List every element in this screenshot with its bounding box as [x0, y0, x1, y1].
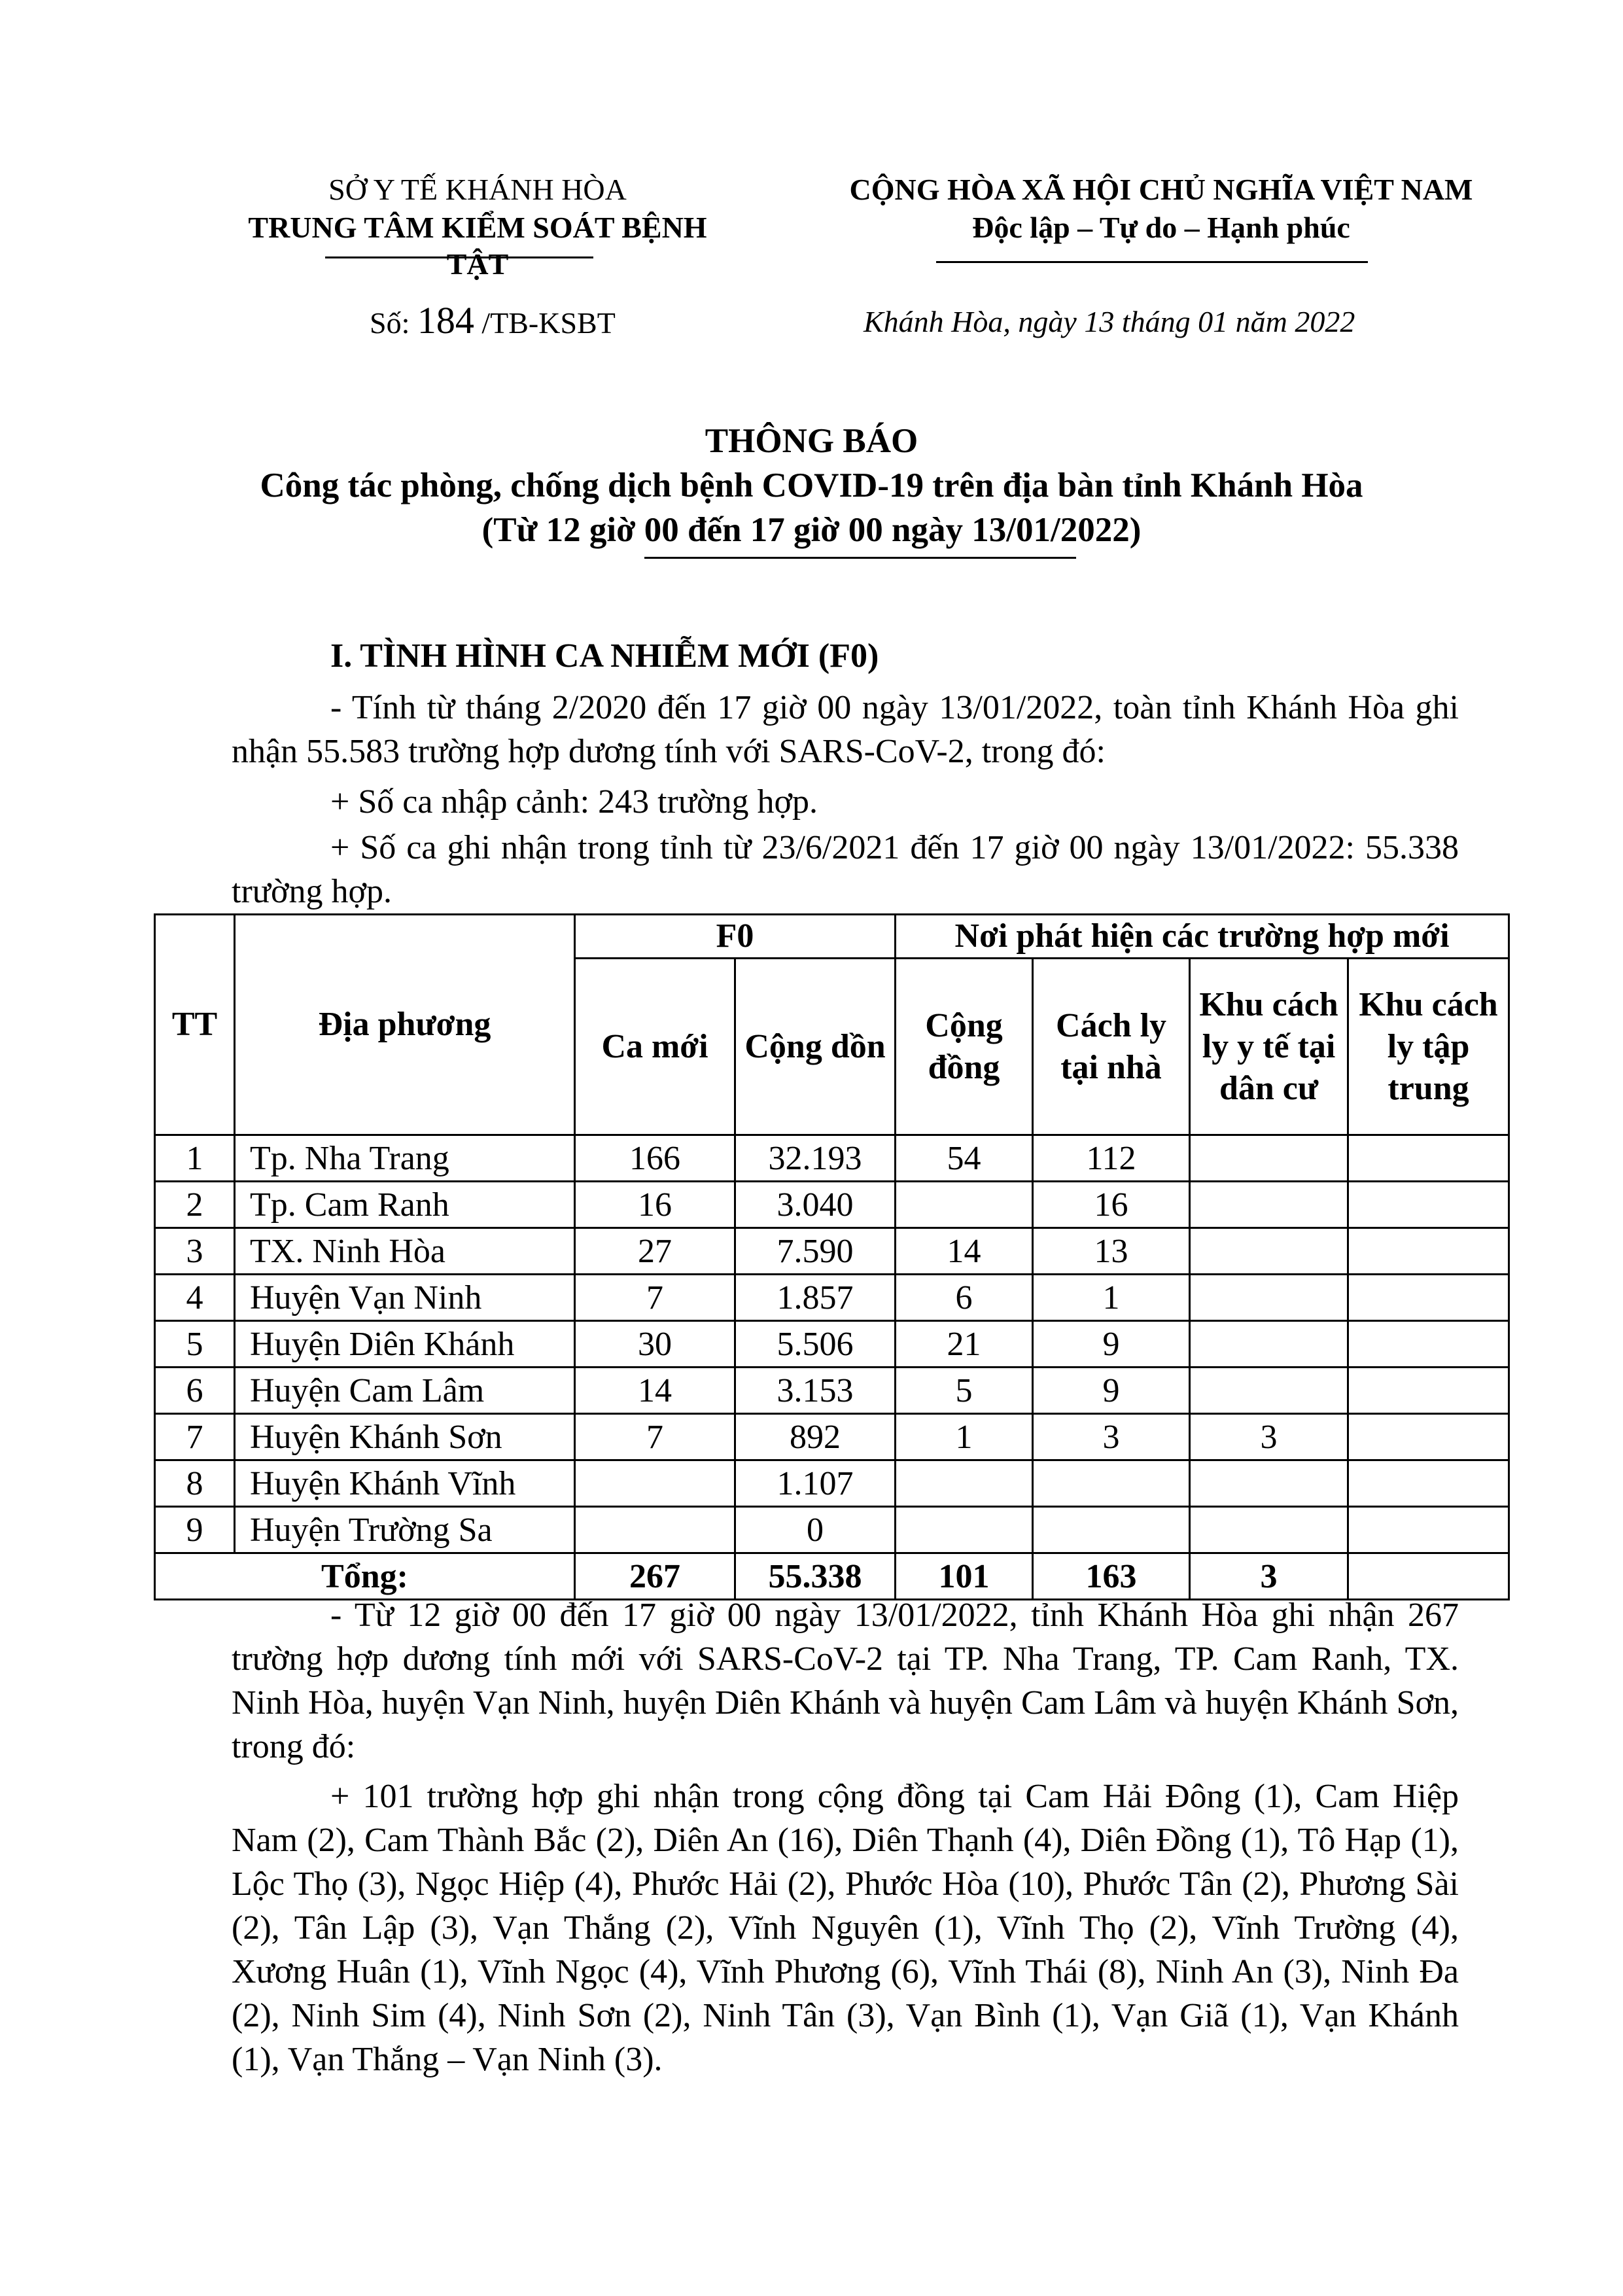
agency-name: TRUNG TÂM KIỂM SOÁT BỆNH TẬT	[248, 211, 707, 281]
cell-locality: TX. Ninh Hòa	[235, 1228, 575, 1275]
cell-residential-isolation	[1190, 1275, 1348, 1321]
cell-locality: Huyện Vạn Ninh	[235, 1275, 575, 1321]
total-comm: 101	[896, 1553, 1033, 1600]
cell-cumulative: 3.153	[735, 1368, 896, 1414]
notice-subject: Công tác phòng, chống dịch bệnh COVID-19 trên địa bàn tỉnh Khánh Hòa	[260, 467, 1363, 504]
cell-new-cases: 30	[575, 1321, 735, 1368]
cell-locality: Huyện Cam Lâm	[235, 1368, 575, 1414]
cell-locality: Tp. Nha Trang	[235, 1135, 575, 1182]
header-home-isolation: Cách ly tại nhà	[1033, 959, 1190, 1135]
cell-residential-isolation: 3	[1190, 1414, 1348, 1460]
title-underline	[644, 557, 1076, 559]
issue-date: Khánh Hòa, ngày 13 tháng 01 năm 2022	[864, 305, 1355, 338]
cell-tt: 2	[155, 1182, 235, 1228]
table-row	[155, 1507, 1509, 1553]
paragraph-community-cases: + 101 trường hợp ghi nhận trong cộng đồng tại Cam Hải Đông (1), Cam Hiệp Nam (2), Cam Thành Bắc (2), Diên An (16), Diên Thạnh (4), Diên Đồng (1), Tô Hạp (1), Lộc Thọ (3), Ngọc Hiệp (4), Phước Hải (2), Phước Hòa (10), Phước Tân (2), Phương Sài (2), Tân Lập (3), Vạn Thắng (2), Vĩnh Nguyên (1), Vĩnh Thọ (2), Vĩnh Trường (4), Xương Huân (1), Vĩnh Ngọc (4), Vĩnh Phương (6), Vĩnh Thái (8), Ninh An (3), Ninh Đa (2), Ninh Sim (4), Ninh Sơn (2), Ninh Tân (3), Vạn Bình (1), Vạn Giã (1), Vạn Khánh (1), Vạn Thắng – Vạn Ninh (3).	[232, 1778, 1459, 2078]
section-heading: I. TÌNH HÌNH CA NHIỄM MỚI (F0)	[330, 637, 879, 675]
cell-residential-isolation	[1190, 1507, 1348, 1553]
cell-concentrated-isolation	[1348, 1228, 1509, 1275]
number-suffix: /TB-KSBT	[481, 306, 616, 340]
table-row	[155, 1182, 1509, 1228]
cell-concentrated-isolation	[1348, 1507, 1509, 1553]
agency-underline	[325, 256, 593, 258]
cell-locality: Tp. Cam Ranh	[235, 1182, 575, 1228]
cell-cumulative: 5.506	[735, 1321, 896, 1368]
header-concentrated-isolation: Khu cách ly tập trung	[1348, 959, 1509, 1135]
cell-concentrated-isolation	[1348, 1321, 1509, 1368]
cell-tt: 6	[155, 1368, 235, 1414]
header-locality: Địa phương	[235, 915, 575, 1135]
table-row	[155, 1228, 1509, 1275]
paragraph-new-positive: - Từ 12 giờ 00 đến 17 giờ 00 ngày 13/01/2022, tỉnh Khánh Hòa ghi nhận 267 trường hợp dương tính mới với SARS-CoV-2 tại TP. Nha Trang, TP. Cam Ranh, TX. Ninh Hòa, huyện Vạn Ninh, huyện Diên Khánh và huyện Cam Lâm và huyện Khánh Sơn, trong đó:	[232, 1597, 1459, 1765]
cell-concentrated-isolation	[1348, 1368, 1509, 1414]
cell-home-isolation: 9	[1033, 1321, 1190, 1368]
cell-locality: Huyện Diên Khánh	[235, 1321, 575, 1368]
cell-residential-isolation	[1190, 1182, 1348, 1228]
cell-residential-isolation	[1190, 1135, 1348, 1182]
table-row	[155, 1321, 1509, 1368]
national-motto: Độc lập – Tự do – Hạnh phúc	[972, 211, 1350, 244]
cell-tt: 8	[155, 1460, 235, 1507]
cell-home-isolation	[1033, 1460, 1190, 1507]
cell-home-isolation	[1033, 1507, 1190, 1553]
cell-concentrated-isolation	[1348, 1135, 1509, 1182]
cell-residential-isolation	[1190, 1460, 1348, 1507]
cell-home-isolation: 3	[1033, 1414, 1190, 1460]
total-res: 3	[1190, 1553, 1348, 1600]
cell-tt: 9	[155, 1507, 235, 1553]
header-tt: TT	[155, 915, 235, 1135]
total-cum: 55.338	[735, 1553, 896, 1600]
cell-residential-isolation	[1190, 1321, 1348, 1368]
total-new: 267	[575, 1553, 735, 1600]
cell-cumulative: 1.107	[735, 1460, 896, 1507]
cell-concentrated-isolation	[1348, 1275, 1509, 1321]
total-label: Tổng:	[155, 1553, 575, 1600]
cell-home-isolation: 16	[1033, 1182, 1190, 1228]
cell-new-cases: 166	[575, 1135, 735, 1182]
cell-new-cases	[575, 1460, 735, 1507]
cell-locality: Huyện Khánh Sơn	[235, 1414, 575, 1460]
cell-concentrated-isolation	[1348, 1414, 1509, 1460]
cell-cumulative: 7.590	[735, 1228, 896, 1275]
cell-cumulative: 0	[735, 1507, 896, 1553]
table-row	[155, 1275, 1509, 1321]
header-f0: F0	[575, 915, 896, 959]
table-row	[155, 1414, 1509, 1460]
cell-community: 5	[896, 1368, 1033, 1414]
cases-table	[154, 913, 1510, 1600]
motto-underline	[936, 261, 1368, 263]
cell-new-cases: 14	[575, 1368, 735, 1414]
cell-tt: 5	[155, 1321, 235, 1368]
notice-title: THÔNG BÁO	[705, 422, 918, 460]
agency-parent: SỞ Y TẾ KHÁNH HÒA	[328, 173, 627, 206]
table-row	[155, 1460, 1509, 1507]
header-detection-location: Nơi phát hiện các trường hợp mới	[896, 915, 1509, 959]
total-conc	[1348, 1553, 1509, 1600]
national-title: CỘNG HÒA XÃ HỘI CHỦ NGHĨA VIỆT NAM	[849, 173, 1473, 206]
header-new-cases: Ca mới	[575, 959, 735, 1135]
table-row	[155, 1368, 1509, 1414]
cell-cumulative: 1.857	[735, 1275, 896, 1321]
cell-cumulative: 892	[735, 1414, 896, 1460]
cell-community: 6	[896, 1275, 1033, 1321]
header-residential-isolation: Khu cách ly y tế tại dân cư	[1190, 959, 1348, 1135]
cell-new-cases	[575, 1507, 735, 1553]
notice-period: (Từ 12 giờ 00 đến 17 giờ 00 ngày 13/01/2022)	[481, 511, 1142, 549]
number-value: 184	[417, 299, 474, 342]
cell-community	[896, 1507, 1033, 1553]
cell-tt: 3	[155, 1228, 235, 1275]
header-community: Cộng đồng	[896, 959, 1033, 1135]
paragraph-total-cases: - Tính từ tháng 2/2020 đến 17 giờ 00 ngày 13/01/2022, toàn tỉnh Khánh Hòa ghi nhận 55.583 trường hợp dương tính với SARS-CoV-2, trong đó:	[232, 689, 1459, 770]
table-row	[155, 1135, 1509, 1182]
cell-locality: Huyện Khánh Vĩnh	[235, 1460, 575, 1507]
cell-home-isolation: 1	[1033, 1275, 1190, 1321]
cell-new-cases: 7	[575, 1275, 735, 1321]
header-cumulative: Cộng dồn	[735, 959, 896, 1135]
cell-home-isolation: 13	[1033, 1228, 1190, 1275]
number-prefix: Số:	[370, 306, 410, 340]
cell-home-isolation: 112	[1033, 1135, 1190, 1182]
cell-tt: 1	[155, 1135, 235, 1182]
cell-community	[896, 1460, 1033, 1507]
cell-concentrated-isolation	[1348, 1460, 1509, 1507]
document-number	[370, 301, 736, 343]
cell-locality: Huyện Trường Sa	[235, 1507, 575, 1553]
cell-new-cases: 27	[575, 1228, 735, 1275]
cell-new-cases: 7	[575, 1414, 735, 1460]
cell-concentrated-isolation	[1348, 1182, 1509, 1228]
cell-home-isolation: 9	[1033, 1368, 1190, 1414]
cell-community: 1	[896, 1414, 1033, 1460]
cell-community: 54	[896, 1135, 1033, 1182]
cell-tt: 7	[155, 1414, 235, 1460]
cell-community: 14	[896, 1228, 1033, 1275]
cell-tt: 4	[155, 1275, 235, 1321]
cell-cumulative: 32.193	[735, 1135, 896, 1182]
cell-community	[896, 1182, 1033, 1228]
table-total-row	[155, 1553, 1509, 1600]
cell-cumulative: 3.040	[735, 1182, 896, 1228]
cell-residential-isolation	[1190, 1368, 1348, 1414]
cell-community: 21	[896, 1321, 1033, 1368]
cell-new-cases: 16	[575, 1182, 735, 1228]
paragraph-imported-cases: + Số ca nhập cảnh: 243 trường hợp.	[330, 783, 818, 821]
total-home: 163	[1033, 1553, 1190, 1600]
cell-residential-isolation	[1190, 1228, 1348, 1275]
paragraph-local-cases: + Số ca ghi nhận trong tỉnh từ 23/6/2021 đến 17 giờ 00 ngày 13/01/2022: 55.338 trường hợp.	[232, 829, 1459, 910]
